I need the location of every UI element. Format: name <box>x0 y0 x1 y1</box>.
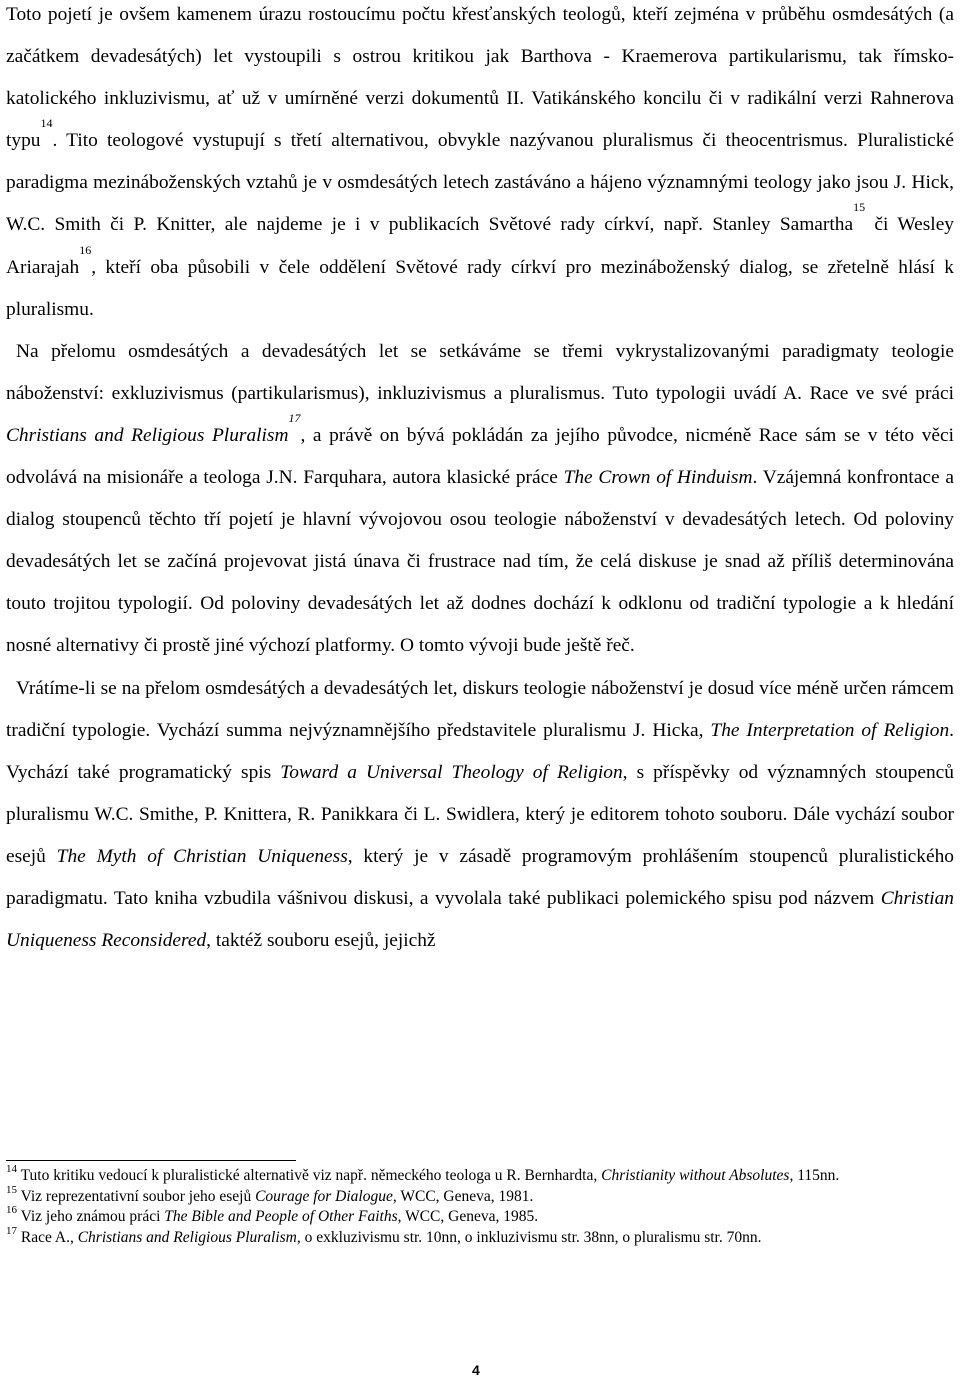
text-run: Viz jeho známou práci <box>17 1208 165 1225</box>
footnote-ref: 14 <box>40 116 53 131</box>
footnote-ref: 16 <box>79 242 92 257</box>
footnote-ref: 17 <box>288 410 301 425</box>
paragraph <box>6 0 954 331</box>
page-number: 4 <box>472 1362 480 1378</box>
text-run: , kteří oba působili v čele oddělení Světové rady církví pro mezináboženský dialog, se zřetelně hlásí k pluralismu. <box>6 256 954 320</box>
paragraph <box>6 668 954 963</box>
footnote <box>6 1204 954 1228</box>
text-run: Toto pojetí je ovšem kamenem úrazu rostoucímu počtu křesťanských teologů, kteří zejména v průběhu osmdesátých (a začátkem devadesátých) let vystoupili s ostrou kritikou jak Barthova - Kraemerova partikularismu, tak římsko-katolického inkluzivismu, ať už v umírněné verzi dokumentů II. Vatikánského koncilu či v radikální verzi Rahnerova typu <box>6 4 954 152</box>
italic-title: The Myth of Christian Uniqueness <box>56 845 348 867</box>
italic-title: Christians and Religious Pluralism <box>6 424 289 446</box>
italic-title: The Interpretation of Religion <box>710 719 950 741</box>
text-run: Na přelomu osmdesátých a devadesátých let se setkáváme se třemi vykrystalizovanými paradigmaty teologie náboženství: exkluzivismus (partikularismus), inkluzivismus a pluralismus. Tuto typologii uvádí A. Race ve své práci <box>6 340 954 404</box>
italic-title: Courage for Dialogue <box>255 1187 393 1205</box>
text-run: , který je v zásadě programovým prohlášením stoupenců pluralistického paradigmatu. Tato kniha vzbudila vášnivou diskusi, a vyvolala také publikaci polemického spisu pod názvem <box>6 845 954 909</box>
text-run: , o exkluzivismu str. 10nn, o inkluzivismu str. 38nn, o pluralismu str. 70nn. <box>296 1228 762 1246</box>
footnote-ref: 15 <box>853 200 866 215</box>
text-run: Vrátíme-li se na přelom osmdesátých a devadesátých let, diskurs teologie náboženství je dosud více méně určen rámcem tradiční typologie. Vychází summa nejvýznamnějšího představitele pluralismu J. Hicka, <box>6 677 954 741</box>
footnote-number: 14 <box>6 1163 17 1175</box>
text-run: , WCC, Geneva, 1985. <box>397 1208 539 1225</box>
footnote <box>6 1163 954 1187</box>
text-run: , taktéž souboru esejů, jejichž <box>206 930 436 952</box>
footnotes <box>6 1163 954 1248</box>
italic-title: Toward a Universal Theology of Religion <box>280 761 623 783</box>
paragraph <box>6 331 954 668</box>
italic-title: Christians and Religious Pluralism <box>77 1228 297 1246</box>
text-run: Race A., <box>17 1228 78 1246</box>
text-run: , s příspěvky od významných stoupenců pluralismu W.C. Smithe, P. Knittera, R. Panikkara či L. Swidlera, který je editorem tohoto souboru. Dále vychází soubor esejů <box>6 761 954 867</box>
italic-title: The Crown of Hinduism <box>563 467 753 489</box>
text-run: , WCC, Geneva, 1981. <box>392 1187 534 1205</box>
footnote-number: 16 <box>6 1204 17 1216</box>
text-run: . Vychází také programatický spis <box>6 719 955 783</box>
footnote <box>6 1224 954 1249</box>
text-run: . Vzájemná konfrontace a dialog stoupenců těchto tří pojetí je hlavní vývojovou osou teologie náboženství v devadesátých letech. Od poloviny devadesátých let se začíná projevovat jistá únava či frustrace nad tím, že celá diskuse je snad až příliš determinována touto trojitou typologií. Od poloviny devadesátých let až dodnes dochází k odklonu od tradiční typologie a k hledání nosné alternativy či prostě jiné výchozí platformy. O tomto vývoji bude ještě řeč. <box>6 467 954 657</box>
italic-title: Christian Uniqueness Reconsidered <box>6 887 954 952</box>
text-run: Tuto kritiku vedoucí k pluralistické alternativě viz např. německého teologa u R. Bernhardta, <box>17 1167 602 1184</box>
text-run: . Tito teologové vystupují s třetí alternativou, obvykle nazývanou pluralismus či theocentrismus. Pluralistické paradigma mezináboženských vztahů je v osmdesátých letech zastáváno a hájeno významnými teology jako jsou J. Hick, W.C. Smith či P. Knitter, ale najdeme je i v publikacích Světové rady církví, např. Stanley Samartha <box>6 130 954 236</box>
footnote <box>6 1183 954 1208</box>
text-run: , 115nn. <box>789 1167 840 1184</box>
text-run: Viz reprezentativní soubor jeho esejů <box>17 1187 256 1205</box>
italic-title: The Bible and People of Other Faiths <box>164 1208 398 1225</box>
italic-title: Christianity without Absolutes <box>601 1167 790 1184</box>
footnote-separator <box>6 1160 296 1161</box>
main-text <box>6 0 954 962</box>
text-run: , a právě on bývá pokládán za jejího původce, nicméně Race sám se v této věci odvolává na misionáře a teologa J.N. Farquhara, autora klasické práce <box>6 424 955 489</box>
text-run: či Wesley Ariarajah <box>6 214 954 278</box>
footnote-number: 17 <box>6 1224 17 1237</box>
footnote-number: 15 <box>6 1183 17 1196</box>
